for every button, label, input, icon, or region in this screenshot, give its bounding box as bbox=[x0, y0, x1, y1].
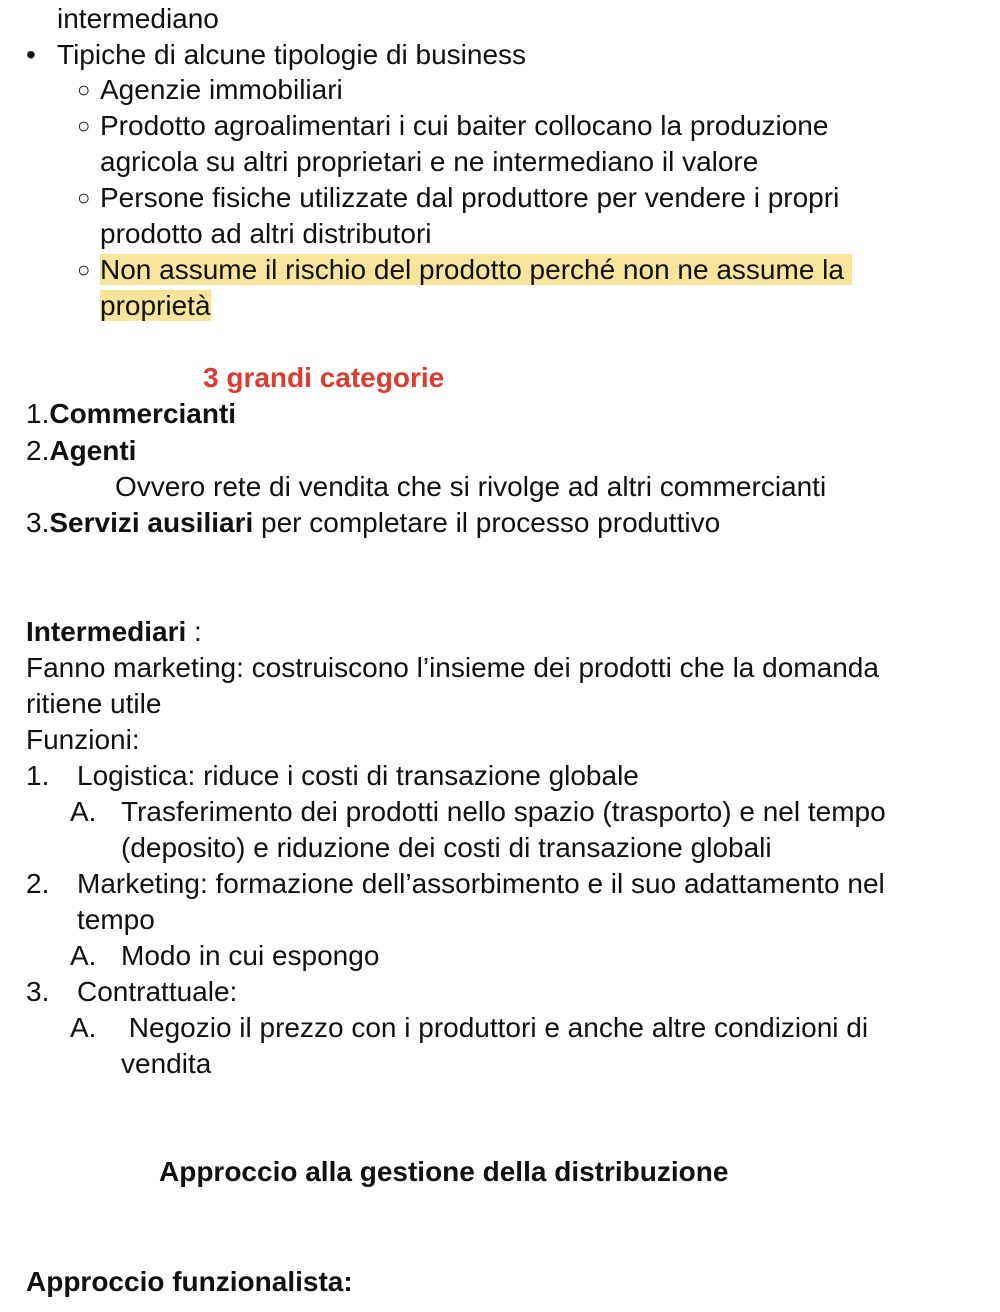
circle-bullet-icon: ○ bbox=[77, 113, 91, 138]
function-1-number: 1. bbox=[26, 760, 50, 791]
function-1a-line-2: (deposito) e riduzione dei costi di transazione globali bbox=[121, 832, 772, 863]
category-item-2: 2.Agenti bbox=[26, 435, 137, 466]
intro-bullet-text: Tipiche di alcune tipologie di business bbox=[57, 39, 527, 70]
intro-sub-item-3-line-2: prodotto ad altri distributori bbox=[100, 218, 432, 249]
intermediari-title: Intermediari : bbox=[26, 616, 202, 647]
function-2a-text: Modo in cui espongo bbox=[121, 940, 380, 971]
intro-tail-text: intermediano bbox=[57, 3, 219, 34]
function-1-text: Logistica: riduce i costi di transazione globale bbox=[77, 760, 639, 791]
section-subtitle: Approccio funzionalista: bbox=[26, 1266, 353, 1297]
intro-sub-item-3-line-1: Persone fisiche utilizzate dal produttore per vendere i propri bbox=[100, 182, 840, 213]
function-3-text: Contrattuale: bbox=[77, 976, 238, 1007]
intro-sub-item-1: Agenzie immobiliari bbox=[100, 74, 343, 105]
function-3a-line-2: vendita bbox=[121, 1048, 212, 1079]
section-title: Approccio alla gestione della distribuzione bbox=[159, 1156, 729, 1187]
highlighted-text-line-1: Non assume il rischio del prodotto perché non ne assume la bbox=[100, 252, 852, 288]
function-1a-letter: A. bbox=[70, 796, 97, 827]
category-item-1: 1.Commercianti bbox=[26, 398, 237, 429]
category-item-2-note: Ovvero rete di vendita che si rivolge ad altri commercianti bbox=[115, 471, 827, 502]
circle-bullet-icon: ○ bbox=[77, 77, 91, 102]
function-2-number: 2. bbox=[26, 868, 50, 899]
bullet-icon: • bbox=[26, 39, 36, 70]
function-2a-letter: A. bbox=[70, 940, 97, 971]
function-3a-letter: A. bbox=[70, 1012, 97, 1043]
intermediari-desc-line-2: ritiene utile bbox=[26, 688, 162, 719]
function-1a-line-1: Trasferimento dei prodotti nello spazio (trasporto) e nel tempo bbox=[121, 796, 886, 827]
highlighted-text-line-2: proprietà bbox=[100, 290, 211, 321]
function-2-line-1: Marketing: formazione dell’assorbimento e il suo adattamento nel bbox=[77, 868, 885, 899]
intro-sub-item-2-line-1: Prodotto agroalimentari i cui baiter collocano la produzione bbox=[100, 110, 829, 141]
circle-bullet-icon: ○ bbox=[77, 185, 91, 210]
category-item-3: 3.Servizi ausiliari per completare il processo produttivo bbox=[26, 507, 721, 538]
function-3-number: 3. bbox=[26, 976, 50, 1007]
intro-sub-item-2-line-2: agricola su altri proprietari e ne intermediano il valore bbox=[100, 146, 759, 177]
intermediari-desc-line-1: Fanno marketing: costruiscono l’insieme dei prodotti che la domanda bbox=[26, 652, 879, 683]
categories-heading: 3 grandi categorie bbox=[203, 362, 445, 393]
function-2-line-2: tempo bbox=[77, 904, 155, 935]
function-3a-line-1: Negozio il prezzo con i produttori e anche altre condizioni di bbox=[121, 1012, 869, 1043]
funzioni-label: Funzioni: bbox=[26, 724, 140, 755]
circle-bullet-icon: ○ bbox=[77, 257, 91, 282]
